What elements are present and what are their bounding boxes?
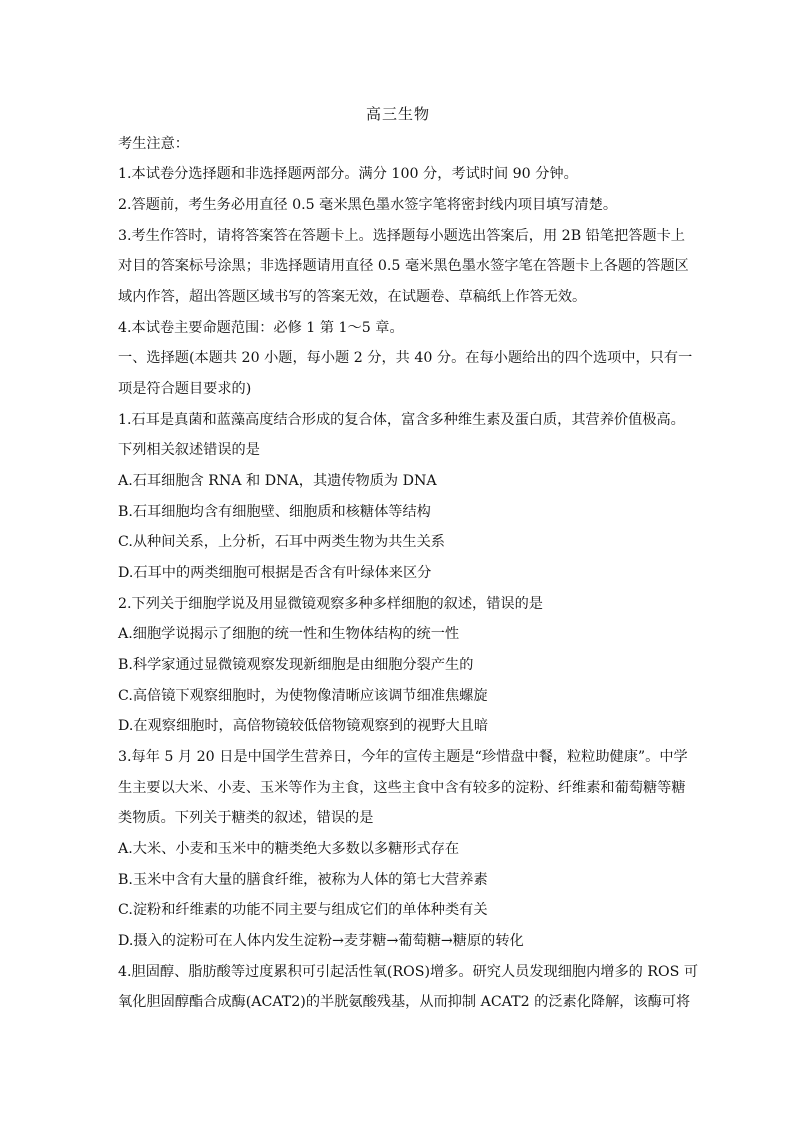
notice-item: 域内作答，超出答题区域书写的答案无效，在试题卷、草稿纸上作答无效。 xyxy=(118,289,587,305)
answer-option: B.石耳细胞均含有细胞壁、细胞质和核糖体等结构 xyxy=(118,504,431,520)
answer-option: C.从种间关系，上分析，石耳中两类生物为共生关系 xyxy=(118,534,445,550)
notice-item: 1.本试卷分选择题和非选择题两部分。满分 100 分，考试时间 90 分钟。 xyxy=(118,166,578,182)
question-stem: 下列相关叙述错误的是 xyxy=(118,442,260,458)
answer-option: B.玉米中含有大量的膳食纤维，被称为人体的第七大营养素 xyxy=(118,872,488,888)
question-stem: 3.每年 5 月 20 日是中国学生营养日，今年的宣传主题是“珍惜盘中餐，粒粒助健康”。中学 xyxy=(118,749,688,765)
notice-item: 3.考生作答时，请将答案答在答题卡上。选择题每小题选出答案后，用 2B 铅笔把答题卡上 xyxy=(118,228,685,244)
notice-item: 对目的答案标号涂黑；非选择题请用直径 0.5 毫米黑色墨水签字笔在答题卡上各题的答题区 xyxy=(118,258,689,274)
question-stem: 类物质。下列关于糖类的叙述，错误的是 xyxy=(118,810,374,826)
question-stem: 2.下列关于细胞学说及用显微镜观察多种多样细胞的叙述，错误的是 xyxy=(118,596,543,612)
answer-option: D.摄入的淀粉可在人体内发生淀粉→麦芽糖→葡萄糖→糖原的转化 xyxy=(118,933,524,949)
question-stem: 生主要以大米、小麦、玉米等作为主食，这些主食中含有较多的淀粉、纤维素和葡萄糖等糖 xyxy=(118,780,686,796)
answer-option: B.科学家通过显微镜观察发现新细胞是由细胞分裂产生的 xyxy=(118,657,474,673)
answer-option: A.细胞学说揭示了细胞的统一性和生物体结构的统一性 xyxy=(118,626,460,642)
question-stem: 1.石耳是真菌和蓝藻高度结合形成的复合体，富含多种维生素及蛋白质，其营养价值极高。 xyxy=(118,412,685,428)
answer-option: A.大米、小麦和玉米中的糖类绝大多数以多糖形式存在 xyxy=(118,841,460,857)
answer-option: C.高倍镜下观察细胞时，为使物像清晰应该调节细准焦螺旋 xyxy=(118,688,488,704)
question-stem: 氧化胆固醇酯合成酶(ACAT2)的半胱氨酸残基，从而抑制 ACAT2 的泛素化降解，该酶可将 xyxy=(118,994,691,1010)
answer-option: C.淀粉和纤维素的功能不同主要与组成它们的单体种类有关 xyxy=(118,902,488,918)
page-title: 高三生物 xyxy=(365,105,430,123)
answer-option: D.石耳中的两类细胞可根据是否含有叶绿体来区分 xyxy=(118,565,432,581)
section-heading: 项是符合题目要求的) xyxy=(118,381,252,397)
question-stem: 4.胆固醇、脂肪酸等过度累积可引起活性氧(ROS)增多。研究人员发现细胞内增多的 ROS 可 xyxy=(118,964,699,980)
notice-item: 2.答题前，考生务必用直径 0.5 毫米黑色墨水签字笔将密封线内项目填写清楚。 xyxy=(118,197,618,213)
answer-option: A.石耳细胞含 RNA 和 DNA，其遗传物质为 DNA xyxy=(118,473,437,489)
section-heading: 一、选择题(本题共 20 小题，每小题 2 分，共 40 分。在每小题给出的四个选项中，只有一 xyxy=(118,350,693,366)
answer-option: D.在观察细胞时，高倍物镜较低倍物镜观察到的视野大且暗 xyxy=(118,718,489,734)
notice-item: 4.本试卷主要命题范围：必修 1 第 1～5 章。 xyxy=(118,320,404,336)
notice-heading: 考生注意： xyxy=(118,136,189,152)
